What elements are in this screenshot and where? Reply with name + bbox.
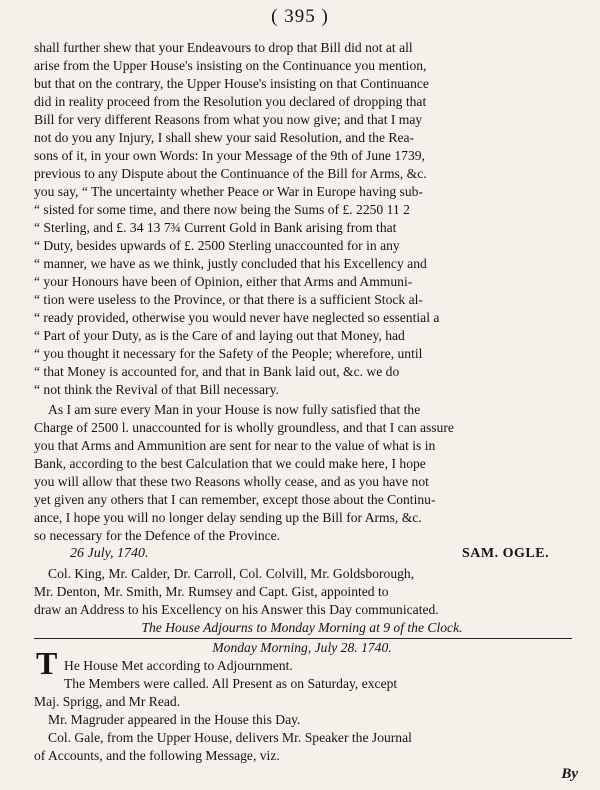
text-line: previous to any Dispute about the Continuance of the Bill for Arms, &c.	[34, 166, 427, 181]
text-line: Mr. Denton, Mr. Smith, Mr. Rumsey and Capt. Gist, appointed to	[34, 584, 389, 599]
text-line: you say, “ The uncertainty whether Peace or War in Europe having sub-	[34, 184, 423, 199]
text-line: He House Met according to Adjournment.	[64, 658, 293, 673]
text-line: so necessary for the Defence of the Province.	[34, 528, 281, 543]
text-line: you will allow that these two Reasons wholly cease, and as you have not	[34, 474, 429, 489]
text-line: not do you any Injury, I shall shew your said Resolution, and the Rea-	[34, 130, 415, 145]
signature: SAM. OGLE.	[462, 546, 550, 561]
quote-line: “ your Honours have been of Opinion, either that Arms and Ammuni-	[34, 274, 413, 289]
quote-line: “ ready provided, otherwise you would never have neglected so essential a	[34, 310, 440, 325]
text-line: yet given any others that I can remember, except those about the Continu-	[34, 492, 436, 507]
text-line: As I am sure every Man in your House is now fully satisfied that the	[48, 402, 421, 417]
quote-line: “ manner, we have as we think, justly concluded that his Excellency and	[34, 256, 427, 271]
quote-line: “ that Money is accounted for, and that in Bank laid out, &c. we do	[34, 364, 400, 379]
section-rule	[34, 638, 572, 639]
text-line: Charge of 2500 l. unaccounted for is wholly groundless, and that I can assure	[34, 420, 454, 435]
quote-line: “ you thought it necessary for the Safety of the People; wherefore, until	[34, 346, 423, 361]
text-line: arise from the Upper House's insisting on the Continuance you mention,	[34, 58, 427, 73]
text-line: ance, I hope you will no longer delay sending up the Bill for Arms, &c.	[34, 510, 422, 525]
text-line: The Members were called. All Present as on Saturday, except	[64, 676, 398, 691]
text-line: but that on the contrary, the Upper House's insisting on that Continuance	[34, 76, 429, 91]
quote-line: “ not think the Revival of that Bill necessary.	[34, 382, 279, 397]
text-line: you that Arms and Ammunition are sent for near to the value of what is in	[34, 438, 436, 453]
page-number: ( 395 )	[271, 6, 329, 27]
text-line: Mr. Magruder appeared in the House this Day.	[48, 712, 301, 727]
quote-line: “ tion were useless to the Province, or that there is a sufficient Stock al-	[34, 292, 423, 307]
text-line: shall further shew that your Endeavours to drop that Bill did not at all	[34, 40, 413, 55]
text-line: did in reality proceed from the Resolution you declared of dropping that	[34, 94, 427, 109]
text-line: Col. Gale, from the Upper House, delivers Mr. Speaker the Journal	[48, 730, 412, 745]
drop-cap: T	[36, 645, 58, 681]
quote-line: “ Sterling, and £. 34 13 7¾ Current Gold in Bank arising from that	[34, 220, 397, 235]
quote-line: “ Duty, besides upwards of £. 2500 Sterling unaccounted for in any	[34, 238, 400, 253]
text-line: Bill for very different Reasons from what you now give; and that I may	[34, 112, 423, 127]
text-line: of Accounts, and the following Message, viz.	[34, 748, 280, 763]
quote-line: “ sisted for some time, and there now being the Sums of £. 2250 11 2	[34, 202, 410, 217]
text-line: Bank, according to the best Calculation that we could make here, I hope	[34, 456, 426, 471]
quote-line: “ Part of your Duty, as is the Care of and laying out that Money, had	[34, 328, 405, 343]
letter-date: 26 July, 1740.	[70, 546, 149, 561]
text-line: draw an Address to his Excellency on his Answer this Day communicated.	[34, 602, 439, 617]
text-line: Maj. Sprigg, and Mr Read.	[34, 694, 181, 709]
text-line: sons of it, in your own Words: In your Message of the 9th of June 1739,	[34, 148, 425, 163]
catchword: By	[561, 766, 578, 782]
text-line: Col. King, Mr. Calder, Dr. Carroll, Col. Colvill, Mr. Goldsborough,	[48, 566, 415, 581]
adjournment-line: The House Adjourns to Monday Morning at 9 of the Clock.	[141, 620, 463, 635]
day-heading: Monday Morning, July 28. 1740.	[212, 640, 392, 655]
